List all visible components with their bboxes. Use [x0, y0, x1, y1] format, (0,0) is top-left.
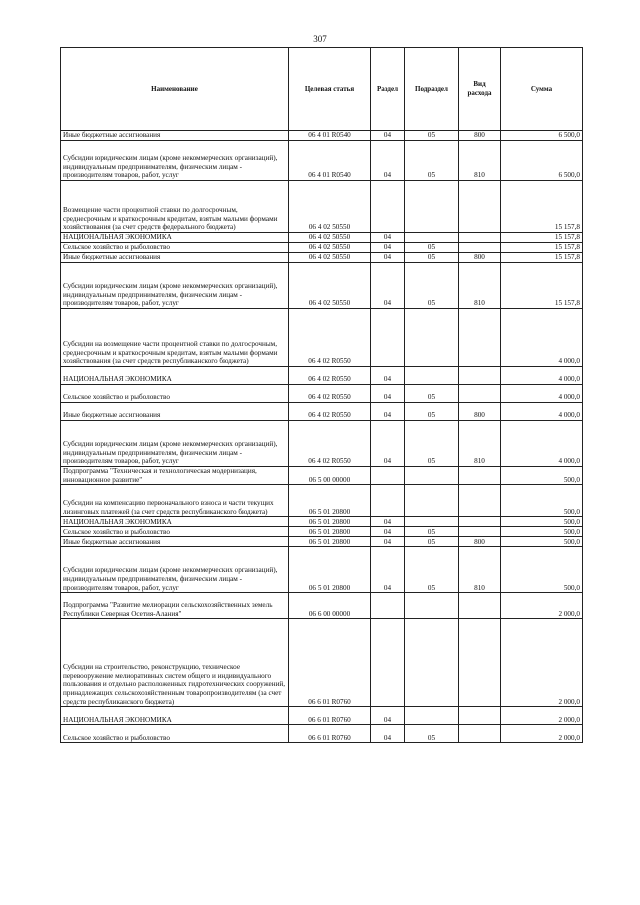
row-sum: 15 157,8 — [501, 233, 583, 243]
table-row — [61, 403, 583, 421]
row-section: 04 — [371, 547, 405, 593]
row-sum: 4 000,0 — [501, 385, 583, 403]
row-name: Сельское хозяйство и рыболовство — [61, 527, 289, 537]
table-row — [61, 181, 583, 233]
row-expense-type: 810 — [459, 141, 501, 181]
row-target: 06 5 01 20800 — [289, 537, 371, 547]
row-name: Субсидии юридическим лицам (кроме некоммерческих организаций), индивидуальным предпринимателям, физическим лицам - производителям товаров, работ, услуг — [61, 141, 289, 181]
row-section: 04 — [371, 725, 405, 743]
row-name: Сельское хозяйство и рыболовство — [61, 243, 289, 253]
row-target: 06 4 02 R0550 — [289, 309, 371, 367]
row-name: Иные бюджетные ассигнования — [61, 403, 289, 421]
row-sum: 2 000,0 — [501, 593, 583, 619]
row-sum: 15 157,8 — [501, 243, 583, 253]
row-expense-type — [459, 243, 501, 253]
row-expense-type — [459, 527, 501, 537]
row-target: 06 4 02 R0550 — [289, 367, 371, 385]
row-target: 06 4 02 50550 — [289, 181, 371, 233]
row-sum: 500,0 — [501, 517, 583, 527]
row-expense-type: 810 — [459, 547, 501, 593]
row-expense-type — [459, 181, 501, 233]
row-sum: 15 157,8 — [501, 263, 583, 309]
row-target: 06 5 01 20800 — [289, 547, 371, 593]
row-section: 04 — [371, 385, 405, 403]
row-section: 04 — [371, 537, 405, 547]
row-expense-type — [459, 725, 501, 743]
row-target: 06 6 00 00000 — [289, 593, 371, 619]
row-subsection — [405, 367, 459, 385]
row-section: 04 — [371, 233, 405, 243]
row-expense-type — [459, 619, 501, 707]
row-expense-type — [459, 517, 501, 527]
row-subsection — [405, 309, 459, 367]
table-row — [61, 141, 583, 181]
table-row — [61, 537, 583, 547]
row-sum: 6 500,0 — [501, 131, 583, 141]
row-name: НАЦИОНАЛЬНАЯ ЭКОНОМИКА — [61, 233, 289, 243]
row-target: 06 4 01 R0540 — [289, 131, 371, 141]
row-expense-type: 800 — [459, 253, 501, 263]
row-name: Иные бюджетные ассигнования — [61, 537, 289, 547]
header-target: Целевая статья — [289, 48, 371, 131]
row-name: Субсидии юридическим лицам (кроме некоммерческих организаций), индивидуальным предпринимателям, физическим лицам - производителям товаров, работ, услуг — [61, 547, 289, 593]
row-section — [371, 181, 405, 233]
row-expense-type — [459, 707, 501, 725]
row-section: 04 — [371, 131, 405, 141]
row-section: 04 — [371, 243, 405, 253]
row-subsection — [405, 593, 459, 619]
row-subsection — [405, 233, 459, 243]
row-section — [371, 619, 405, 707]
row-sum: 4 000,0 — [501, 367, 583, 385]
row-section: 04 — [371, 517, 405, 527]
row-section: 04 — [371, 253, 405, 263]
row-target: 06 5 01 20800 — [289, 485, 371, 517]
row-name: Субсидии на строительство, реконструкцию, техническое перевооружение мелиоративных систем общего и индивидуального пользования и отдельно расположенных гидротехнических сооружений, принадлежащих сельскохозяйственным товаропроизводителям (за счет средств республиканского бюджета) — [61, 619, 289, 707]
row-sum: 500,0 — [501, 485, 583, 517]
row-subsection — [405, 619, 459, 707]
row-sum: 500,0 — [501, 537, 583, 547]
row-expense-type — [459, 367, 501, 385]
row-subsection — [405, 707, 459, 725]
row-section: 04 — [371, 263, 405, 309]
row-sum: 500,0 — [501, 527, 583, 537]
table-row — [61, 385, 583, 403]
row-section: 04 — [371, 421, 405, 467]
row-name: Возмещение части процентной ставки по долгосрочным, среднесрочным и краткосрочным кредитам, взятым малыми формами хозяйствования (за счет средств федерального бюджета) — [61, 181, 289, 233]
row-section: 04 — [371, 527, 405, 537]
row-target: 06 5 00 00000 — [289, 467, 371, 485]
row-subsection — [405, 181, 459, 233]
row-sum: 4 000,0 — [501, 421, 583, 467]
table-row — [61, 725, 583, 743]
row-subsection: 05 — [405, 253, 459, 263]
row-sum: 500,0 — [501, 547, 583, 593]
row-sum: 2 000,0 — [501, 707, 583, 725]
row-expense-type — [459, 309, 501, 367]
header-section: Раздел — [371, 48, 405, 131]
row-name: НАЦИОНАЛЬНАЯ ЭКОНОМИКА — [61, 707, 289, 725]
row-subsection: 05 — [405, 403, 459, 421]
row-subsection: 05 — [405, 547, 459, 593]
row-name: Субсидии на возмещение части процентной ставки по долгосрочным, среднесрочным и краткосрочным кредитам, взятым малыми формами хозяйствования (за счет средств республиканского бюджета) — [61, 309, 289, 367]
table-body — [61, 131, 583, 743]
row-name: Подпрограмма "Развитие мелиорации сельскохозяйственных земель Республики Северная Осетия-Алания" — [61, 593, 289, 619]
table-row — [61, 467, 583, 485]
row-target: 06 4 02 50550 — [289, 233, 371, 243]
row-expense-type: 800 — [459, 131, 501, 141]
row-sum: 15 157,8 — [501, 253, 583, 263]
row-subsection: 05 — [405, 131, 459, 141]
row-target: 06 6 01 R0760 — [289, 707, 371, 725]
row-section: 04 — [371, 367, 405, 385]
row-section: 04 — [371, 141, 405, 181]
page-number: 307 — [313, 34, 327, 44]
row-target: 06 4 02 R0550 — [289, 403, 371, 421]
table-row — [61, 517, 583, 527]
row-name: НАЦИОНАЛЬНАЯ ЭКОНОМИКА — [61, 367, 289, 385]
row-target: 06 4 02 50550 — [289, 253, 371, 263]
table-row — [61, 421, 583, 467]
header-name: Наименование — [61, 48, 289, 131]
header-expense-type: Вид расхода — [459, 48, 501, 131]
row-subsection: 05 — [405, 263, 459, 309]
row-expense-type: 810 — [459, 263, 501, 309]
row-target: 06 6 01 R0760 — [289, 725, 371, 743]
table-row — [61, 527, 583, 537]
row-subsection: 05 — [405, 725, 459, 743]
row-subsection: 05 — [405, 385, 459, 403]
table-row — [61, 131, 583, 141]
table-row — [61, 619, 583, 707]
row-name: Иные бюджетные ассигнования — [61, 131, 289, 141]
row-expense-type: 810 — [459, 421, 501, 467]
row-subsection — [405, 485, 459, 517]
budget-table — [60, 47, 583, 743]
table-row — [61, 485, 583, 517]
header-subsection: Подраздел — [405, 48, 459, 131]
row-expense-type — [459, 485, 501, 517]
row-sum: 2 000,0 — [501, 725, 583, 743]
row-section — [371, 467, 405, 485]
row-sum: 15 157,8 — [501, 181, 583, 233]
row-name: Подпрограмма "Техническая и технологическая модернизация, инновационное развитие" — [61, 467, 289, 485]
row-sum: 2 000,0 — [501, 619, 583, 707]
row-name: Субсидии юридическим лицам (кроме некоммерческих организаций), индивидуальным предпринимателям, физическим лицам - производителям товаров, работ, услуг — [61, 421, 289, 467]
row-subsection: 05 — [405, 421, 459, 467]
row-name: НАЦИОНАЛЬНАЯ ЭКОНОМИКА — [61, 517, 289, 527]
row-subsection: 05 — [405, 243, 459, 253]
table-row — [61, 263, 583, 309]
row-section: 04 — [371, 707, 405, 725]
row-subsection — [405, 517, 459, 527]
row-expense-type: 800 — [459, 537, 501, 547]
row-expense-type — [459, 593, 501, 619]
table-row — [61, 707, 583, 725]
row-target: 06 4 02 50550 — [289, 243, 371, 253]
header-sum: Сумма — [501, 48, 583, 131]
row-sum: 6 500,0 — [501, 141, 583, 181]
table-row — [61, 367, 583, 385]
row-sum: 4 000,0 — [501, 403, 583, 421]
table-row — [61, 547, 583, 593]
row-expense-type: 800 — [459, 403, 501, 421]
row-target: 06 4 02 50550 — [289, 263, 371, 309]
row-name: Иные бюджетные ассигнования — [61, 253, 289, 263]
row-section: 04 — [371, 403, 405, 421]
table-header-row — [61, 48, 583, 131]
table-row — [61, 233, 583, 243]
row-subsection — [405, 467, 459, 485]
table-row — [61, 243, 583, 253]
row-name: Сельское хозяйство и рыболовство — [61, 725, 289, 743]
row-target: 06 6 01 R0760 — [289, 619, 371, 707]
row-name: Сельское хозяйство и рыболовство — [61, 385, 289, 403]
row-target: 06 5 01 20800 — [289, 527, 371, 537]
row-subsection: 05 — [405, 537, 459, 547]
row-subsection: 05 — [405, 141, 459, 181]
table-row — [61, 309, 583, 367]
row-subsection: 05 — [405, 527, 459, 537]
row-name: Субсидии на компенсацию первоначального взноса и части текущих лизинговых платежей (за счет средств республиканского бюджета) — [61, 485, 289, 517]
row-expense-type — [459, 467, 501, 485]
row-section — [371, 309, 405, 367]
row-target: 06 4 02 R0550 — [289, 421, 371, 467]
row-target: 06 4 01 R0540 — [289, 141, 371, 181]
row-target: 06 5 01 20800 — [289, 517, 371, 527]
row-sum: 4 000,0 — [501, 309, 583, 367]
row-expense-type — [459, 385, 501, 403]
row-name: Субсидии юридическим лицам (кроме некоммерческих организаций), индивидуальным предпринимателям, физическим лицам - производителям товаров, работ, услуг — [61, 263, 289, 309]
row-target: 06 4 02 R0550 — [289, 385, 371, 403]
table-row — [61, 253, 583, 263]
row-section — [371, 485, 405, 517]
table-row — [61, 593, 583, 619]
row-expense-type — [459, 233, 501, 243]
row-section — [371, 593, 405, 619]
row-sum: 500,0 — [501, 467, 583, 485]
